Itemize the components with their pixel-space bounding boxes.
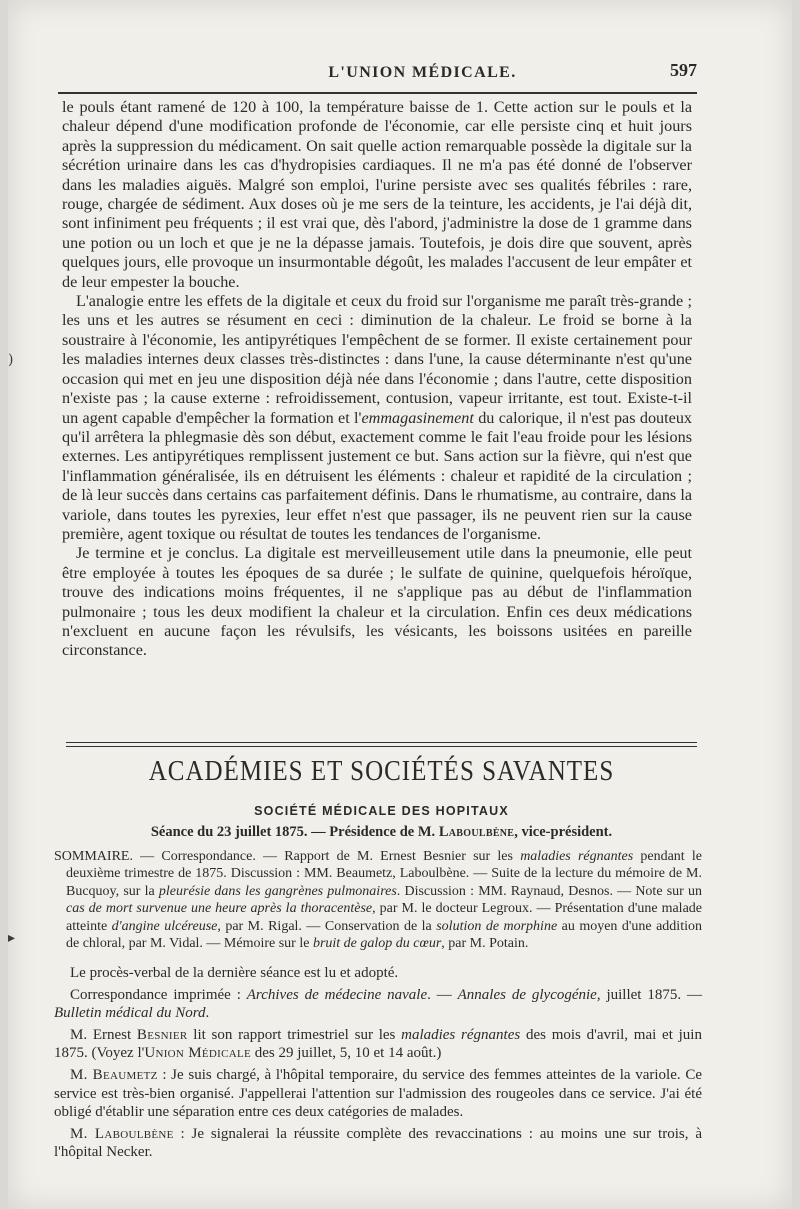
paragraph-1: le pouls étant ramené de 120 à 100, la température baisse de 1. Cette action sur le pouls et la chaleur dépend d'une modification profonde de l'économie, car elle persiste cinq et huit jours après la suppression du médicament. On sait quelle action remarquable possède la digitale sur la sécrétion urinaire dans les cas d'hydropisies cardiaques. Il ne m'a pas été donné de l'observer dans les maladies aiguës. Malgré son emploi, l'urine persiste avec ses qualités fébriles : rare, rouge, chargée de sédiment. Aux doses où je me sers de la teinture, les accidents, je l'ai déjà dit, sont infiniment peu fréquents ; il est vrai que, dès l'abord, j'administre la dose de 1 gramme dans une potion ou un loch et que je ne la dépasse jamais. Toutefois, je dois dire que souvent, après quelques jours, elle provoque un insurmontable dégoût, les malades l'accusent de leur empâter et de leur empester la bouche. (62, 98, 692, 291)
summary-label: SOMMAIRE. (54, 849, 133, 864)
summary: SOMMAIRE. — Correspondance. — Rapport de M. Ernest Besnier sur les maladies régnantes pendant le deuxième trimestre de 1875. Discussion : MM. Beaumetz, Laboulbène. — Suite de la lecture du mémoire de M. Bucquoy, sur la pleurésie dans les gangrènes pulmonaires. Discussion : MM. Raynaud, Desnos. — Note sur un cas de mort survenue une heure après la thoracentèse, par M. le docteur Legroux. — Présentation d'une malade atteinte d'angine ulcéreuse, par M. Rigal. — Conservation de la solution de morphine au moyen d'une addition de chloral, par M. Vidal. — Mémoire sur le bruit de galop du cœur, par M. Potain. (54, 849, 703, 952)
besnier-report: M. Ernest Besnier lit son rapport trimestriel sur les maladies régnantes des mois d'avril, mai et juin 1875. (Voyez l'Union Médicale des 29 juillet, 5, 10 et 14 août.) (54, 1026, 702, 1062)
minutes (54, 964, 702, 1165)
header-rule (58, 92, 697, 94)
page-header (58, 58, 697, 88)
italic-term: emmagasinement (361, 408, 474, 427)
society-title: SOCIÉTÉ MÉDICALE DES HOPITAUX (254, 804, 509, 818)
correspondence: Correspondance imprimée : Archives de médecine navale. — Annales de glycogénie, juillet 1875. — Bulletin médical du Nord. (54, 986, 702, 1022)
paragraph-3: Je termine et je conclus. La digitale est merveilleusement utile dans la pneumonie, elle peut être employée à toutes les époques de sa durée ; le sulfate de quinine, quelquefois héroïque, trouve des indications moins fréquentes, il ne s'applique pas au début de l'inflammation pulmonaire ; tous les deux modifient la chaleur et la circulation. Enfin ces deux médications n'excluent en aucune façon les révulsifs, les vésicants, les boissons usitées en pareille circonstance. (62, 544, 692, 660)
margin-arrow: ▸ (8, 930, 16, 946)
beaumetz-remark: M. Beaumetz : Je suis chargé, à l'hôpital temporaire, du service des femmes atteintes de la variole. Ce service est très-bien organisé. J'appellerai l'attention sur l'admission des rougeoles dans ce service. J'ai été obligé d'établir une séparation entre ces deux catégories de malades. (54, 1066, 702, 1121)
session-line: Séance du 23 juillet 1875. — Présidence de M. Laboulbène, vice-président. (150, 824, 613, 840)
running-title: L'UNION MÉDICALE. (328, 64, 517, 81)
margin-mark: ) (8, 352, 14, 368)
document-page (8, 0, 792, 1209)
paragraph-2: L'analogie entre les effets de la digitale et ceux du froid sur l'organisme me paraît très-grande ; les uns et les autres se résument en ceci : diminution de la chaleur. Le froid se borne à la soustraire à l'économie, les antipyrétiques l'empêchent de se former. Il existe certainement pour les maladies internes deux classes très-distinctes : dans l'une, la cause déterminante n'est qu'une occasion qui met en jeu une disposition déjà née dans l'économie ; dans l'autre, cette disposition n'existe pas ; la cause externe : refroidissement, contusion, vapeur irritante, est tout. Existe-t-il un agent capable d'empêcher la formation et l'emmagasinement du calorique, il n'est pas douteux qu'il arrêtera la phlegmasie dès son début, exactement comme le fait l'eau froide pour les lésions externes. Les antipyrétiques remplissent justement ce but. Sans action sur la fièvre, qui n'est que l'inflammation généralisée, ils en détruisent les éléments : chaleur et rapidité de la circulation ; de là leur succès dans certains cas parfaitement définis. Dans le rhumatisme, au contraire, dans la variole, dans toutes les pyrexies, leur effet n'est que passager, ils ne peuvent rien sur la cause première, agent toxique ou résultat de toutes les tendances de l'organisme. (62, 292, 693, 543)
page-number: 597 (670, 60, 697, 80)
article-body (62, 98, 692, 661)
laboulbene-remark: M. Laboulbène : Je signalerai la réussite complète des revaccinations : au moins une sur trois, à l'hôpital Necker. (54, 1125, 702, 1161)
section-title: ACADÉMIES ET SOCIÉTÉS SAVANTES (148, 755, 615, 787)
section-divider (66, 742, 697, 750)
minutes-adopted: Le procès-verbal de la dernière séance est lu et adopté. (70, 965, 399, 981)
